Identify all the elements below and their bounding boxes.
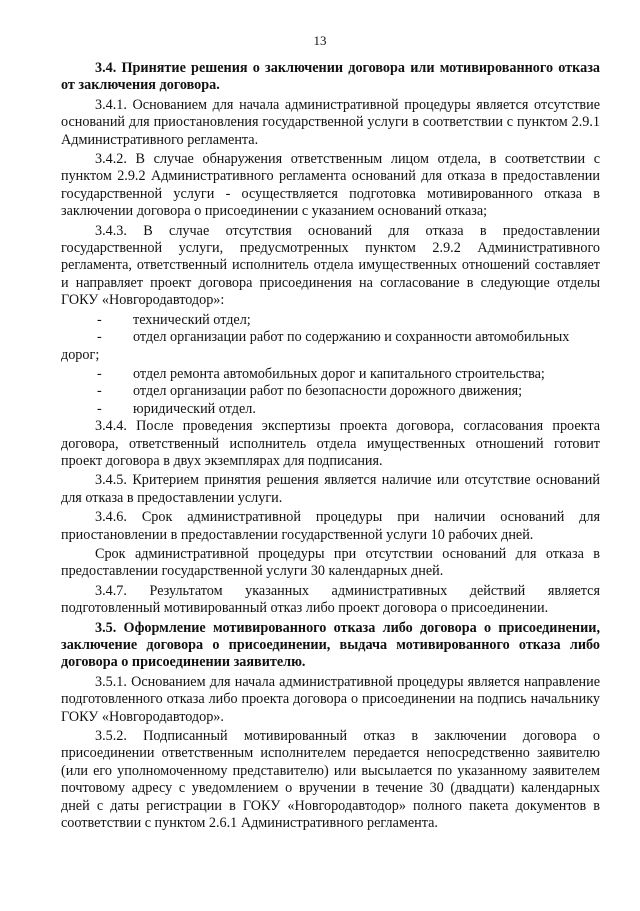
list-bullet: -: [97, 365, 102, 382]
section-heading: 3.5. Оформление мотивированного отказа либо договора о присоединении, заключение договора о присоединении, выдача мотивированного отказа либо договора о присоединении заявителю.: [61, 619, 600, 671]
section-heading: 3.4. Принятие решения о заключении договора или мотивированного отказа от заключения договора.: [61, 60, 600, 94]
list-item: [61, 329, 600, 346]
list-item-text: отдел ремонта автомобильных дорог и капитального строительства;: [133, 365, 545, 382]
page-number: 13: [313, 33, 327, 48]
list-bullet: -: [97, 329, 102, 346]
list-bullet: -: [97, 311, 102, 328]
paragraph: 3.4.2. В случае обнаружения ответственным лицом отдела, в соответствии с пунктом 2.9.2 Административного регламента оснований для отказа в предоставлении государственной услуги - осуществляется подготовка мотивированного отказа в заключении договора о присоединении с указанием оснований отказа;: [61, 151, 600, 220]
paragraph: 3.4.6. Срок административной процедуры при наличии оснований для приостановлении в предоставлении государственной услуги 10 рабочих дней.: [61, 509, 600, 543]
paragraph: 3.4.3. В случае отсутствия оснований для отказа в предоставлении государственной услуги, предусмотренных пунктом 2.9.2 Административного регламента, ответственный исполнитель отдела имущественных отношений составляет и направляет проект договора присоединения на согласование в следующие отделы ГОКУ «Новгородавтодор»:: [61, 222, 600, 309]
list-item-text: юридический отдел.: [133, 400, 256, 417]
list-item-text: отдел организации работ по безопасности дорожного движения;: [133, 383, 523, 400]
list-item: [61, 383, 600, 400]
list-item-continuation: дорог;: [61, 346, 100, 363]
paragraph: 3.4.1. Основанием для начала административной процедуры является отсутствие оснований для приостановления государственной услуги в соответствии с пунктом 2.9.1 Административного регламента.: [61, 96, 600, 148]
paragraph: 3.4.5. Критерием принятия решения является наличие или отсутствие оснований для отказа в предоставлении услуги.: [61, 472, 600, 506]
paragraph: 3.4.4. После проведения экспертизы проекта договора, согласования проекта договора, ответственный исполнитель отдела имущественных отношений готовит проект договора в двух экземплярах для подписания.: [61, 418, 600, 469]
list-item: [61, 312, 600, 329]
paragraph: 3.5.1. Основанием для начала административной процедуры является направление подготовленного отказа либо проекта договора о присоединении на подпись начальнику ГОКУ «Новгородавтодор».: [61, 673, 600, 725]
list-item: [61, 401, 600, 418]
paragraph: Срок административной процедуры при отсутствии оснований для отказа в предоставлении государственной услуги 30 календарных дней.: [61, 545, 600, 580]
list-bullet: -: [97, 400, 102, 417]
list-item: [61, 366, 600, 383]
document-body: [61, 60, 600, 834]
paragraph: 3.5.2. Подписанный мотивированный отказ в заключении договора о присоединении ответственным исполнителем передается непосредственно заявителю (или его уполномоченному представителю) или высылается по указанному заявителем почтовому адресу с уведомлением о вручении в течение 30 (двадцати) календарных дней с даты регистрации в ГОКУ «Новгородавтодор» полного пакета документов в соответствии с пунктом 2.6.1 Административного регламента.: [61, 728, 600, 832]
paragraph: 3.4.7. Результатом указанных административных действий является подготовленный мотивированный отказ либо проект договора о присоединении.: [61, 582, 600, 617]
list-item-text: технический отдел;: [133, 311, 251, 328]
list-item-text: отдел организации работ по содержанию и сохранности автомобильных: [133, 329, 570, 346]
list-bullet: -: [97, 383, 102, 400]
